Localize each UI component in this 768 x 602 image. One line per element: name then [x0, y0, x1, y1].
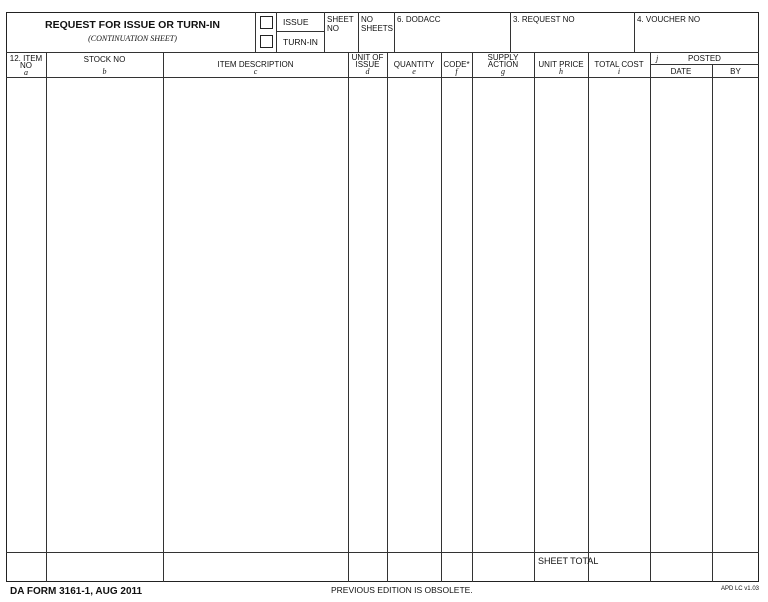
col-supply-action: ACTION [487, 60, 519, 69]
col-item-no: 12. ITEM [9, 54, 43, 63]
divider [358, 12, 359, 52]
sheet-total-divider [6, 552, 759, 553]
col-item-description: ITEM DESCRIPTION [217, 60, 294, 69]
col-letter: f [455, 67, 458, 76]
col-letter: h [559, 67, 563, 76]
divider [324, 12, 325, 52]
col-stock-no: STOCK NO [83, 55, 126, 64]
sheet-total-label: SHEET TOTAL [538, 556, 599, 566]
col-unit-of-issue: UNIT OF [351, 53, 384, 62]
column-line [534, 52, 535, 582]
column-line [588, 52, 589, 582]
issue-label: ISSUE [283, 17, 309, 27]
col-total-cost: TOTAL COST [594, 60, 644, 69]
col-letter: a [24, 68, 28, 77]
col-letter: b [102, 67, 107, 76]
divider [394, 12, 395, 52]
col-date: DATE [670, 67, 692, 76]
col-item-no: NO [20, 61, 32, 70]
divider [276, 12, 277, 52]
no-sheets-label: SHEETS [361, 24, 394, 33]
col-posted: POSTED [688, 54, 721, 63]
no-sheets-label: NO [361, 15, 373, 24]
turnin-checkbox[interactable] [260, 35, 273, 48]
column-line [348, 52, 349, 582]
form-frame [6, 12, 759, 582]
column-line [163, 52, 164, 582]
col-letter: c [253, 67, 258, 76]
col-letter: j [656, 54, 659, 63]
divider [634, 12, 635, 52]
col-unit-price: UNIT PRICE [538, 60, 584, 69]
version-label: APD LC v1.03 [720, 586, 759, 592]
sheet-no-label: SHEET [327, 15, 354, 24]
col-quantity: QUANTITY [393, 60, 435, 69]
column-line [441, 52, 442, 582]
col-by: BY [730, 67, 741, 76]
col-unit-of-issue: ISSUE [355, 60, 380, 69]
sheet-no-label: NO [327, 24, 339, 33]
divider [276, 31, 324, 32]
request-no-label: 3. REQUEST NO [513, 15, 575, 24]
column-line [472, 52, 473, 582]
column-header-divider [6, 77, 759, 78]
divider [510, 12, 511, 52]
form-title: REQUEST FOR ISSUE OR TURN-IN [44, 19, 220, 31]
col-code: CODE* [443, 60, 470, 69]
form-subtitle: (CONTINUATION SHEET) [88, 34, 177, 43]
column-line [712, 64, 713, 582]
col-letter: e [412, 67, 416, 76]
issue-checkbox[interactable] [260, 16, 273, 29]
column-line [387, 52, 388, 582]
form-id: DA FORM 3161-1, AUG 2011 [10, 586, 143, 597]
divider [255, 12, 256, 52]
voucher-no-label: 4. VOUCHER NO [637, 15, 701, 24]
column-line [650, 52, 651, 582]
column-line [46, 52, 47, 582]
edition-note: PREVIOUS EDITION IS OBSOLETE. [331, 585, 473, 595]
col-letter: i [617, 67, 621, 76]
dodacc-label: 6. DODACC [397, 15, 441, 24]
col-supply-action: SUPPLY [487, 53, 519, 62]
turnin-label: TURN-IN [283, 37, 318, 47]
col-letter: g [501, 67, 505, 76]
col-letter: d [365, 67, 370, 76]
posted-divider [650, 64, 759, 65]
